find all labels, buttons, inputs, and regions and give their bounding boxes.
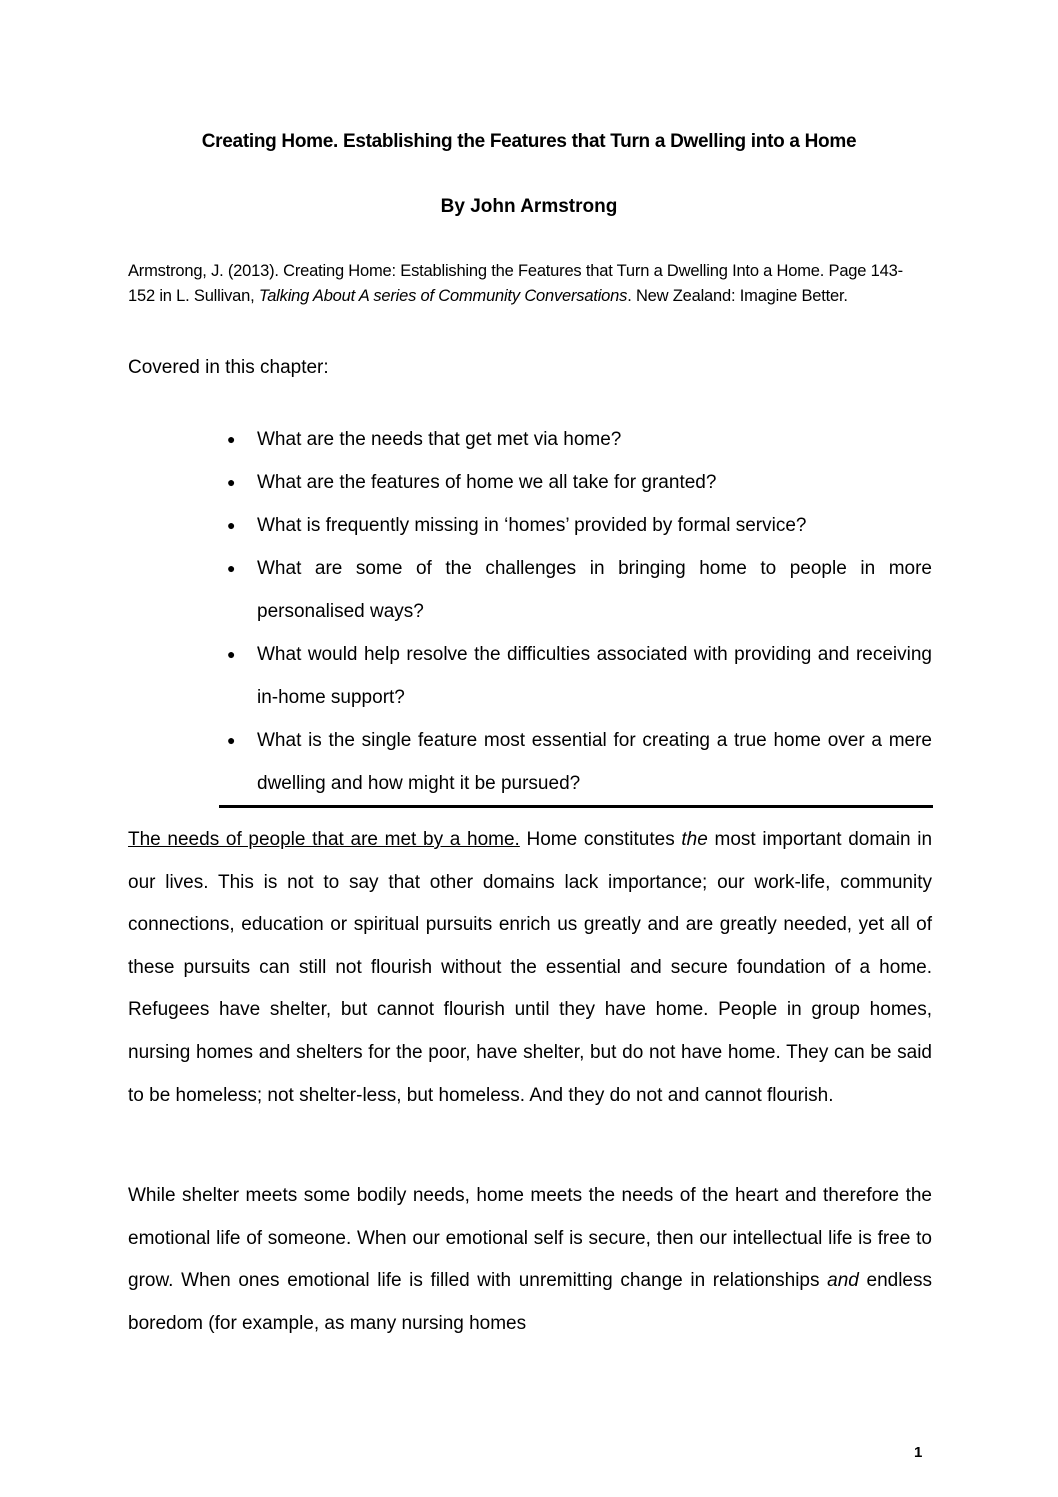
citation-publisher: . New Zealand: Imagine Better. — [627, 287, 848, 305]
list-item-text: What is the single feature most essential for creating a true home over a mere dwelling and how might it be pursued? — [257, 730, 932, 794]
body-paragraph — [128, 1175, 932, 1345]
list-item — [227, 719, 932, 805]
paragraph-text: most important domain in our lives. This is not to say that other domains lack importance; our work-life, community connections, education or spiritual pursuits enrich us greatly and are greatly needed, yet all of these pursuits can still not flourish without the essential and secure foundation of a home. Refugees have shelter, but cannot flourish until they have home. People in group homes, nursing homes and shelters for the poor, have shelter, but do not have home. They can be said to be homeless; not shelter-less, but homeless. And they do not and cannot flourish. — [128, 829, 933, 1106]
citation-text: Armstrong, J. (2013). Creating Home: Establishing the Features that Turn a Dwelling Into a Home. Page 143-152 in L. Sullivan, — [128, 262, 903, 305]
page-number: 1 — [914, 1444, 923, 1461]
list-item-text: What are the features of home we all take for granted? — [257, 472, 717, 493]
list-item — [227, 633, 932, 719]
author-byline: By John Armstrong — [440, 196, 618, 217]
bullet-icon: ● — [227, 474, 236, 490]
section-heading: The needs of people that are met by a home. — [128, 829, 520, 850]
document-title: Creating Home. Establishing the Features that Turn a Dwelling into a Home — [201, 131, 857, 152]
list-item-text: What is frequently missing in ‘homes’ provided by formal service? — [257, 515, 807, 536]
paragraph-emphasis: the — [681, 829, 708, 850]
bullet-icon: ● — [227, 560, 236, 576]
bullet-icon: ● — [227, 431, 236, 447]
list-item — [227, 418, 932, 461]
list-item-text: What are the needs that get met via home? — [257, 429, 622, 450]
paragraph-text: Home constitutes — [519, 829, 682, 850]
citation-book-title: Talking About A series of Community Conversations — [258, 287, 628, 305]
list-item — [227, 504, 932, 547]
chapter-topics-list — [227, 418, 932, 805]
list-item — [227, 547, 932, 633]
bullet-icon: ● — [227, 732, 236, 748]
citation — [128, 259, 928, 309]
bullet-icon: ● — [227, 517, 236, 533]
bullet-icon: ● — [227, 646, 236, 662]
covered-heading: Covered in this chapter: — [128, 357, 329, 378]
paragraph-text: endless boredom (for example, as many nursing homes — [128, 1270, 932, 1334]
list-item-text: What are some of the challenges in bringing home to people in more personalised ways? — [257, 558, 932, 622]
paragraph-emphasis: and — [827, 1270, 859, 1292]
list-item-text: What would help resolve the difficulties associated with providing and receiving in-home support? — [257, 644, 932, 708]
list-item — [227, 461, 932, 504]
section-divider — [219, 805, 933, 808]
paragraph-text: While shelter meets some bodily needs, home meets the needs of the heart and therefore the emotional life of someone. When our emotional self is secure, then our intellectual life is free to grow. When ones emotional life is filled with unremitting change in relationships — [128, 1185, 932, 1292]
body-paragraph — [128, 819, 932, 1117]
